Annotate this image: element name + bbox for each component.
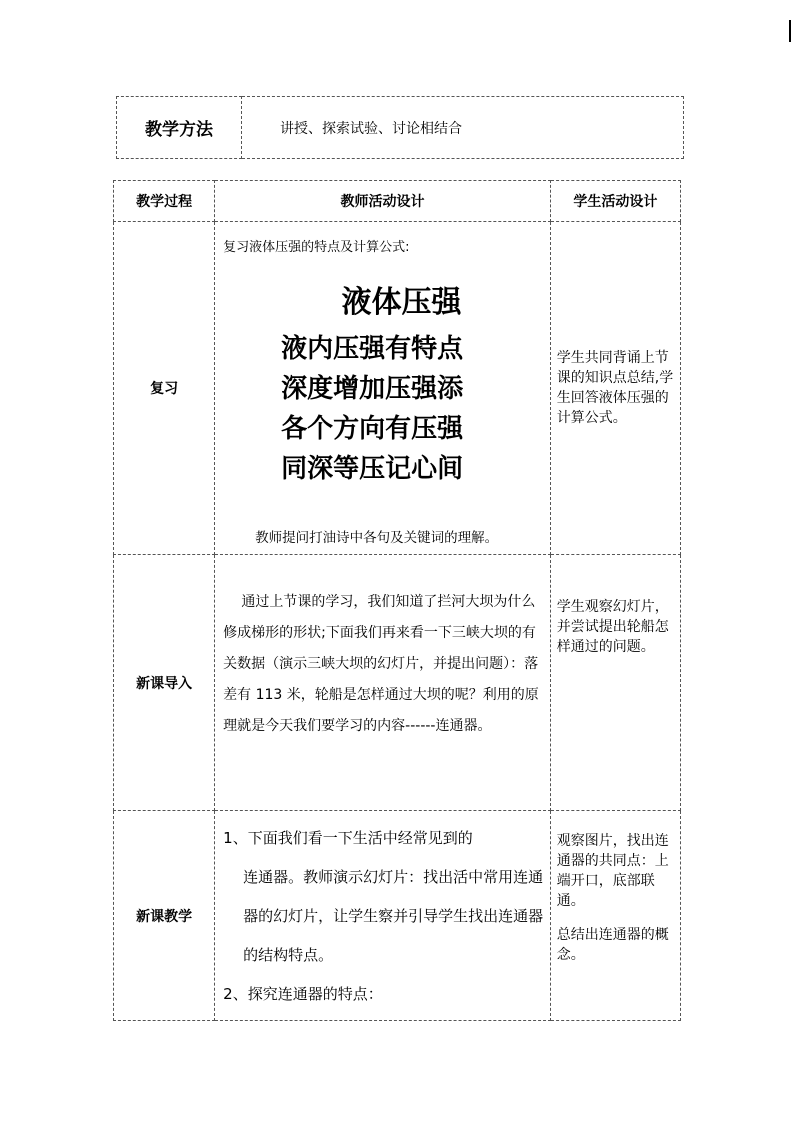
teaching-process-table [113,180,681,1021]
teacher-activity-review [215,222,551,555]
student-activity-intro: 学生观察幻灯片，并尝试提出轮船怎样通过的问题。 [550,555,680,811]
stage-new-lesson-teaching: 新课教学 [114,811,215,1021]
teaching-method-table [116,96,684,159]
review-intro-text: 复习液体压强的特点及计算公式: [223,240,410,255]
table-row-new-lesson-teaching [114,811,681,1021]
teacher-activity-intro: 通过上节课的学习，我们知道了拦河大坝为什么修成梯形的形状;下面我们再来看一下三峡大坝的有关数据（演示三峡大坝的幻灯片，并提出问题）：落差有 113 米，轮船是怎样通过大坝的呢？利用的原理就是今天我们要学习的内容------连通器。 [215,555,551,811]
student-activity-review: 学生共同背诵上节课的知识点总结,学生回答液体压强的计算公式。 [550,222,680,555]
page-edge-mark [789,20,791,42]
poem-title: 液体压强 [341,285,462,320]
stage-new-lesson-intro: 新课导入 [114,555,215,811]
poem-line: 同深等压记心间 [281,454,464,484]
teaching-item-2: 2、探究连通器的特点： [223,985,383,1003]
poem-line: 各个方向有压强 [281,414,464,444]
stage-review: 复习 [114,222,215,555]
teaching-item-1-number: 1、 [223,829,248,847]
teacher-activity-teaching [215,811,551,1021]
poem-lines [223,329,550,489]
review-question-text: 教师提问打油诗中各句及关键词的理解。 [255,530,499,546]
teaching-item-1-lead: 下面我们看一下生活中经常见到的 [247,829,473,847]
header-student-activity: 学生活动设计 [550,181,680,222]
teaching-method-label: 教学方法 [117,97,242,159]
teaching-item-1-first-line [223,819,544,858]
header-process: 教学过程 [114,181,215,222]
poem-line: 深度增加压强添 [281,374,464,404]
table-row-review [114,222,681,555]
table-header-row [114,181,681,222]
poem-line: 液内压强有特点 [281,334,464,364]
teaching-method-value: 讲授、探索试验、讨论相结合 [242,97,684,159]
student-teaching-observe: 观察图片，找出连通器的共同点：上端开口，底部联通。 [556,833,669,909]
student-teaching-summary: 总结出连通器的概念。 [556,927,669,963]
teaching-item-1-body: 连通器。教师演示幻灯片：找出活中常用连通器的幻灯片，让学生察并引导学生找出连通器的结构特点。 [243,868,544,964]
header-teacher-activity: 教师活动设计 [215,181,551,222]
table-row-new-lesson-intro [114,555,681,811]
student-activity-teaching [550,811,680,1021]
teaching-method-row [117,97,684,159]
